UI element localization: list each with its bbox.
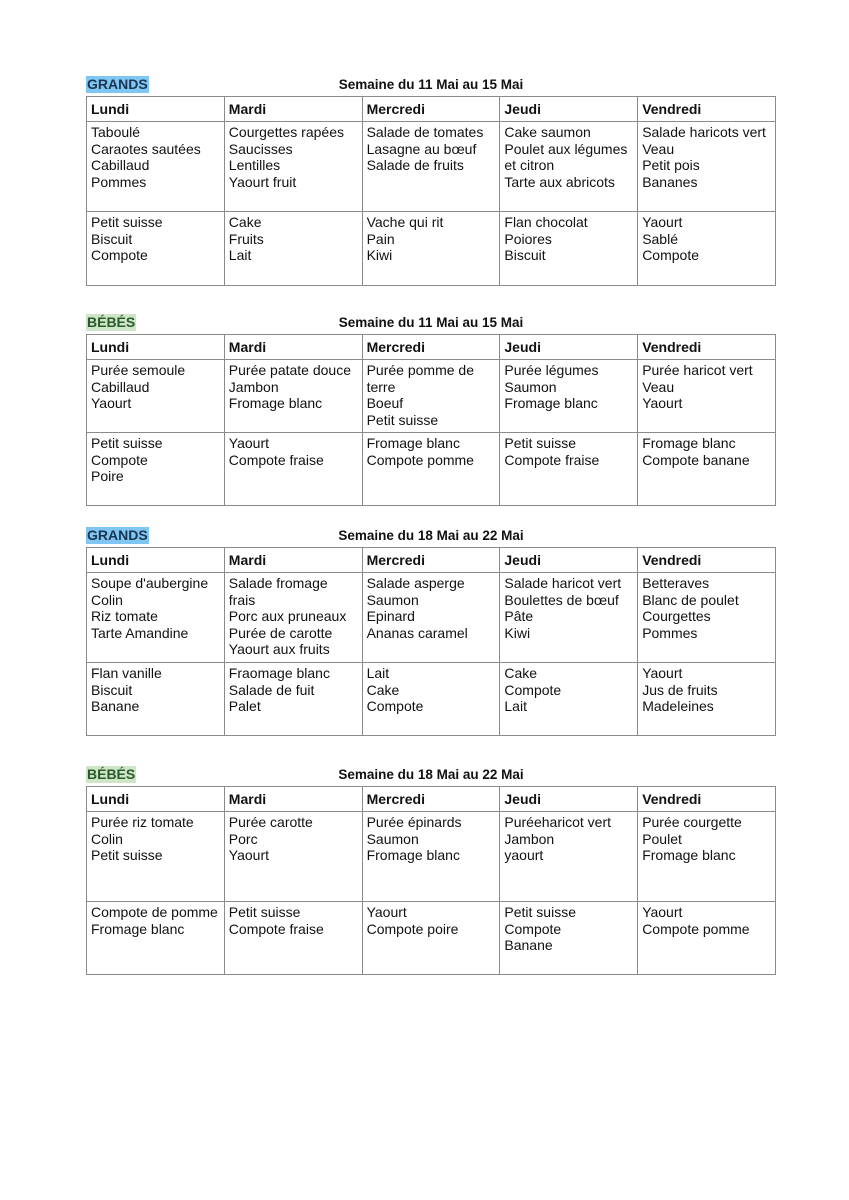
menu-cell bbox=[362, 360, 500, 433]
menu-item: Petit suisse bbox=[91, 435, 163, 451]
menu-cell bbox=[362, 433, 500, 506]
snack-row bbox=[87, 433, 776, 506]
menu-item: Caraotes sautées bbox=[91, 140, 201, 157]
menu-item: Salade fromage bbox=[228, 575, 328, 591]
menu-item: Fromage blanc bbox=[642, 847, 736, 863]
menu-item: Yaourt bbox=[642, 214, 683, 230]
menu-item: Compote bbox=[366, 698, 424, 714]
menu-item: Poire bbox=[91, 468, 124, 484]
menu-item: Cabillaud bbox=[91, 378, 150, 395]
menu-cell bbox=[362, 122, 500, 212]
menu-item: Cake bbox=[228, 214, 262, 230]
menu-cell bbox=[638, 433, 776, 506]
menu-item: Purée épinards bbox=[366, 814, 462, 830]
menu-item: Pommes bbox=[642, 624, 698, 641]
menu-cell bbox=[362, 902, 500, 975]
menu-item: Biscuit bbox=[91, 681, 133, 698]
menu-item: Flan chocolat bbox=[504, 214, 588, 230]
section-header bbox=[86, 766, 776, 786]
menu-item: Compote bbox=[642, 247, 699, 263]
menu-cell bbox=[224, 902, 362, 975]
day-header: Vendredi bbox=[638, 97, 776, 122]
menu-item: et citron bbox=[504, 157, 555, 173]
menu-cell bbox=[638, 663, 776, 736]
menu-item: Fromage blanc bbox=[228, 395, 323, 411]
snack-row bbox=[87, 212, 776, 286]
menu-section bbox=[86, 766, 776, 975]
menu-cell bbox=[87, 902, 225, 975]
day-header: Lundi bbox=[87, 335, 225, 360]
menu-item: Yaourt aux fruits bbox=[228, 641, 330, 657]
menu-item: Salade asperge bbox=[366, 575, 465, 591]
menu-item: Lait bbox=[504, 698, 527, 714]
menu-section bbox=[86, 314, 776, 506]
week-title: Semaine du 18 Mai au 22 Mai bbox=[338, 528, 524, 543]
menu-item: Purée pomme de bbox=[366, 362, 474, 378]
menu-item: Fromage blanc bbox=[642, 435, 736, 451]
menu-item: Veau bbox=[642, 378, 675, 395]
menu-item: Ananas caramel bbox=[366, 624, 468, 641]
menu-item: Yaourt bbox=[228, 435, 270, 451]
menu-item: Compote bbox=[504, 920, 562, 937]
menu-cell bbox=[500, 212, 638, 286]
menu-cell bbox=[224, 663, 362, 736]
menu-item: Saumon bbox=[366, 591, 419, 608]
menu-cell bbox=[87, 360, 225, 433]
menu-item: Salade de tomates bbox=[366, 124, 484, 140]
menu-item: Purée riz tomate bbox=[91, 814, 194, 830]
group-label: BÉBÉS bbox=[87, 766, 136, 782]
day-header: Mercredi bbox=[362, 548, 500, 573]
day-header: Mercredi bbox=[362, 787, 500, 812]
menu-item: Salade de fruits bbox=[366, 157, 464, 173]
menu-item: Jus de fruits bbox=[642, 681, 718, 698]
menu-item: Cabillaud bbox=[91, 157, 150, 173]
menu-item: Madeleines bbox=[642, 698, 714, 714]
day-header: Mercredi bbox=[362, 97, 500, 122]
menu-item: Courgettes bbox=[642, 608, 711, 624]
menu-cell bbox=[500, 573, 638, 663]
menu-item: Vache qui rit bbox=[366, 214, 444, 230]
menu-cell bbox=[224, 122, 362, 212]
menu-item: Lasagne au bœuf bbox=[366, 140, 477, 157]
menu-item: Jambon bbox=[228, 378, 279, 395]
menu-item: Biscuit bbox=[91, 230, 133, 247]
menu-item: Compote bbox=[504, 681, 562, 698]
menu-item: Cake bbox=[504, 665, 538, 681]
menu-table bbox=[86, 786, 776, 975]
menu-item: Yaourt bbox=[642, 665, 683, 681]
menu-item: Boulettes de bœuf bbox=[504, 591, 619, 608]
menu-cell bbox=[500, 122, 638, 212]
menu-item: Compote banane bbox=[642, 451, 750, 468]
menu-item: Soupe d'aubergine bbox=[91, 575, 209, 591]
menu-item: Compote pomme bbox=[642, 920, 750, 937]
menu-cell bbox=[500, 663, 638, 736]
menu-item: Biscuit bbox=[504, 247, 546, 263]
day-header: Mardi bbox=[224, 97, 362, 122]
menu-item: Yaourt bbox=[366, 904, 407, 920]
menu-item: terre bbox=[366, 378, 396, 395]
menu-item: Poiores bbox=[504, 230, 552, 247]
group-label: GRANDS bbox=[87, 76, 148, 92]
section-header bbox=[86, 314, 776, 334]
menu-item: Courgettes rapées bbox=[228, 124, 344, 140]
menu-item: Kiwi bbox=[504, 624, 531, 641]
menu-cell bbox=[500, 902, 638, 975]
menu-item: Yaourt fruit bbox=[228, 173, 297, 190]
day-header: Lundi bbox=[87, 787, 225, 812]
menu-cell bbox=[224, 573, 362, 663]
menu-item: Taboulé bbox=[91, 124, 141, 140]
menu-item: Banane bbox=[91, 698, 140, 714]
lunch-row bbox=[87, 573, 776, 663]
menu-cell bbox=[500, 433, 638, 506]
menu-item: Fromage blanc bbox=[366, 435, 460, 451]
menu-item: Palet bbox=[228, 698, 261, 714]
day-header: Vendredi bbox=[638, 787, 776, 812]
menu-table bbox=[86, 96, 776, 286]
menu-cell bbox=[362, 573, 500, 663]
lunch-row bbox=[87, 122, 776, 212]
menu-item: Purée semoule bbox=[91, 362, 186, 378]
menu-item: Petit suisse bbox=[504, 435, 576, 451]
menu-item: Colin bbox=[91, 591, 123, 608]
day-header: Jeudi bbox=[500, 97, 638, 122]
day-header: Jeudi bbox=[500, 787, 638, 812]
menu-item: Cake saumon bbox=[504, 124, 591, 140]
day-header: Mercredi bbox=[362, 335, 500, 360]
lunch-row bbox=[87, 812, 776, 902]
menu-item: Compote poire bbox=[366, 920, 459, 937]
menu-item: Saucisses bbox=[228, 140, 293, 157]
menu-item: Epinard bbox=[366, 608, 415, 624]
menu-item: Compote bbox=[91, 451, 148, 468]
menu-item: Lentilles bbox=[228, 157, 281, 173]
menu-item: Compote de pomme bbox=[91, 904, 218, 920]
menu-item: Purée de carotte bbox=[228, 624, 333, 641]
menu-item: Jambon bbox=[504, 830, 555, 847]
day-header: Mardi bbox=[224, 548, 362, 573]
menu-table bbox=[86, 547, 776, 736]
group-label: GRANDS bbox=[87, 527, 148, 543]
menu-cell bbox=[362, 212, 500, 286]
menu-item: Pain bbox=[366, 230, 395, 247]
menu-item: Fromage blanc bbox=[504, 395, 598, 411]
menu-item: Saumon bbox=[504, 378, 557, 395]
menu-item: Sablé bbox=[642, 230, 678, 247]
menu-item: Compote bbox=[91, 247, 148, 263]
menu-cell bbox=[500, 812, 638, 902]
menu-cell bbox=[362, 663, 500, 736]
day-header: Jeudi bbox=[500, 548, 638, 573]
menu-item: Pâte bbox=[504, 608, 534, 624]
menu-cell bbox=[87, 573, 225, 663]
menu-cell bbox=[224, 812, 362, 902]
menu-cell bbox=[224, 360, 362, 433]
menu-item: Pommes bbox=[91, 173, 147, 190]
menu-item: Compote fraise bbox=[228, 451, 324, 468]
menu-cell bbox=[87, 212, 225, 286]
menu-cell bbox=[224, 433, 362, 506]
menu-item: Yaourt bbox=[642, 395, 683, 411]
menu-cell bbox=[638, 360, 776, 433]
menu-item: Compote fraise bbox=[504, 451, 600, 468]
menu-item: Yaourt bbox=[91, 395, 132, 411]
menu-item: Petit suisse bbox=[228, 904, 301, 920]
menu-cell bbox=[87, 122, 225, 212]
day-header: Lundi bbox=[87, 548, 225, 573]
day-header: Vendredi bbox=[638, 335, 776, 360]
menu-item: Blanc de poulet bbox=[642, 591, 739, 608]
menu-item: Lait bbox=[228, 247, 252, 263]
week-title: Semaine du 18 Mai au 22 Mai bbox=[338, 767, 524, 782]
section-header bbox=[86, 527, 776, 547]
menu-item: Salade de fuit bbox=[228, 681, 315, 698]
menu-cell bbox=[638, 812, 776, 902]
menu-item: Petit suisse bbox=[91, 847, 163, 863]
day-header: Mardi bbox=[224, 335, 362, 360]
menu-item: Lait bbox=[366, 665, 390, 681]
day-header: Mardi bbox=[224, 787, 362, 812]
menu-section bbox=[86, 527, 776, 736]
menu-cell bbox=[638, 573, 776, 663]
menu-cell bbox=[638, 212, 776, 286]
menu-item: Purée haricot vert bbox=[642, 362, 753, 378]
menu-item: Bananes bbox=[642, 173, 698, 190]
week-title: Semaine du 11 Mai au 15 Mai bbox=[338, 77, 524, 92]
menu-item: Flan vanille bbox=[91, 665, 162, 681]
menu-item: Porc bbox=[228, 830, 258, 847]
snack-row bbox=[87, 663, 776, 736]
menu-cell bbox=[87, 812, 225, 902]
week-title: Semaine du 11 Mai au 15 Mai bbox=[338, 315, 524, 330]
menu-item: Yaourt bbox=[642, 904, 683, 920]
section-header bbox=[86, 76, 776, 96]
menu-item: yaourt bbox=[504, 847, 544, 863]
menu-cell bbox=[638, 902, 776, 975]
menu-item: Riz tomate bbox=[91, 608, 158, 624]
menu-item: Betteraves bbox=[642, 575, 710, 591]
menu-item: Tarte aux abricots bbox=[504, 173, 615, 190]
menu-cell bbox=[87, 433, 225, 506]
menu-item: Boeuf bbox=[366, 395, 404, 411]
menu-item: Tarte Amandine bbox=[91, 624, 189, 641]
menu-item: Yaourt bbox=[228, 847, 270, 863]
menu-table bbox=[86, 334, 776, 506]
menu-cell bbox=[638, 122, 776, 212]
menu-item: Petit pois bbox=[642, 157, 700, 173]
menu-section bbox=[86, 76, 776, 286]
menu-item: Petit suisse bbox=[366, 411, 439, 428]
menu-item: Puréeharicot vert bbox=[504, 814, 611, 830]
menu-item: Veau bbox=[642, 140, 675, 157]
menu-item: Compote fraise bbox=[228, 920, 324, 937]
menu-cell bbox=[362, 812, 500, 902]
menu-item: Kiwi bbox=[366, 247, 393, 263]
menu-cell bbox=[500, 360, 638, 433]
menu-item: Poulet aux légumes bbox=[504, 140, 628, 157]
menu-item: Salade haricots vert bbox=[642, 124, 766, 140]
day-header: Lundi bbox=[87, 97, 225, 122]
menu-item: Fromage blanc bbox=[366, 847, 460, 863]
menu-item: Porc aux pruneaux bbox=[228, 608, 347, 624]
menu-item: Salade haricot vert bbox=[504, 575, 622, 591]
group-label: BÉBÉS bbox=[87, 314, 136, 330]
menu-item: Fraomage blanc bbox=[228, 665, 330, 681]
menu-item: Purée courgette bbox=[642, 814, 742, 830]
day-header: Vendredi bbox=[638, 548, 776, 573]
lunch-row bbox=[87, 360, 776, 433]
menu-cell bbox=[224, 212, 362, 286]
menu-item: Banane bbox=[504, 937, 553, 953]
menu-item: Saumon bbox=[366, 830, 419, 847]
menu-item: Purée patate douce bbox=[228, 362, 352, 378]
menu-item: Purée carotte bbox=[228, 814, 313, 830]
menu-item: Poulet bbox=[642, 830, 682, 847]
menu-cell bbox=[87, 663, 225, 736]
menu-item: Fruits bbox=[228, 230, 264, 247]
menu-item: Petit suisse bbox=[91, 214, 163, 230]
snack-row bbox=[87, 902, 776, 975]
day-header: Jeudi bbox=[500, 335, 638, 360]
menu-item: Fromage blanc bbox=[91, 920, 185, 937]
menu-item: frais bbox=[228, 591, 256, 608]
menu-item: Purée légumes bbox=[504, 362, 599, 378]
menu-item: Cake bbox=[366, 681, 400, 698]
menu-item: Colin bbox=[91, 830, 123, 847]
menu-item: Compote pomme bbox=[366, 451, 474, 468]
menu-item: Petit suisse bbox=[504, 904, 576, 920]
